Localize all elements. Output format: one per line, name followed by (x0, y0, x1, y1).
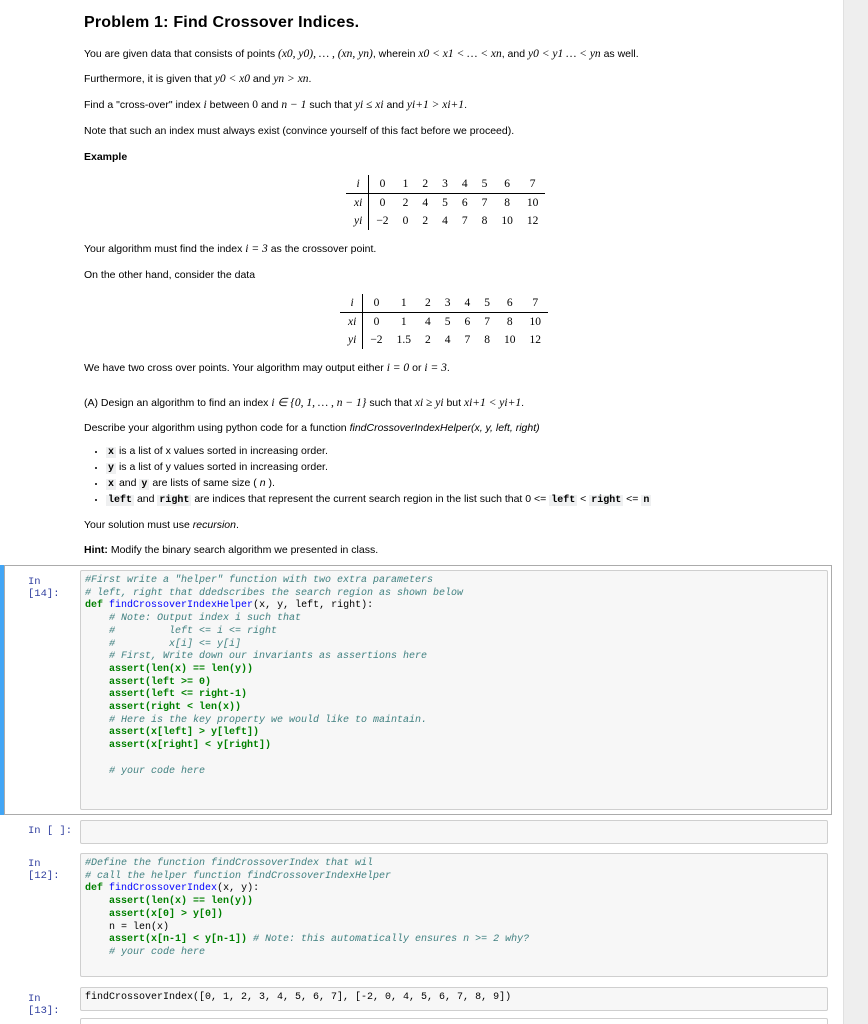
table-cell: 8 (481, 215, 488, 227)
table-row (346, 194, 545, 213)
table-cell: 2 (402, 197, 409, 209)
table-row-label: yi (340, 331, 363, 349)
cell-prompt-14: In [14]: (28, 576, 60, 600)
table-cell: 12 (529, 334, 541, 346)
table-cell: 8 (484, 334, 490, 346)
table-cell: 1 (390, 294, 418, 313)
cell-prompt-12: In [12]: (28, 858, 60, 882)
table-cell: 1 (396, 175, 416, 194)
table-cell: 8 (506, 316, 513, 328)
table-cell: 2 (415, 175, 435, 194)
table-cell: 5 (475, 175, 495, 194)
list-item: • x and y are lists of same size ( n ). (106, 476, 826, 492)
table-cell: 0 (373, 316, 380, 328)
vertical-scrollbar[interactable] (843, 0, 868, 1024)
table-row (340, 313, 548, 332)
table-cell: 10 (503, 334, 516, 346)
table-cell: 7 (464, 334, 471, 346)
table-cell: −2 (370, 334, 383, 346)
note-paragraph: Note that such an index must always exist (convince yourself of this fact before we proceed). (84, 125, 515, 137)
table-cell: 5 (442, 197, 448, 209)
table-cell: 4 (422, 197, 429, 209)
table-row-label: yi (346, 212, 369, 230)
table-row (346, 175, 545, 194)
table-cell: −2 (376, 215, 389, 227)
problem-title: Problem 1: Find Crossover Indices. (84, 14, 360, 31)
code-editor-cell-14[interactable]: #First write a "helper" function with two extra parameters # left, right that ddedscribes the search region as shown below def findCrossoverIndexHelper(x, y, left, right): # Note: Output index i such that # left <= i <= right # x[i] <= y[i] # First, Write down our invariants as assertions here assert(len(x) == len(y)) assert(left >= 0) assert(left <= right-1) assert(right < len(x)) # Here is the key property we would like to maintain. assert(x[left] > y[left]) assert(x[right] < y[right]) # your code here (80, 570, 828, 810)
table-cell: 0 (369, 175, 396, 194)
output-area-cell-13 (80, 1018, 828, 1024)
example-table-1 (346, 175, 545, 230)
table-row-label: xi (346, 194, 369, 213)
cell-prompt-13: In [13]: (28, 993, 60, 1017)
part-a-paragraph: (A) Design an algorithm to find an index i ∈ {0, 1, … , n − 1} such that xi ≥ yi but xi+1 < yi+1. (84, 397, 525, 409)
table-cell: 6 (464, 316, 471, 328)
table-cell: 4 (457, 294, 477, 313)
table-cell: 8 (504, 197, 510, 209)
list-item: • x is a list of x values sorted in increasing order. (106, 444, 826, 460)
table-cell: 2 (424, 334, 431, 346)
other-hand-paragraph: On the other hand, consider the data (84, 269, 256, 281)
table-cell: 2 (422, 215, 429, 227)
table-cell: 10 (526, 197, 539, 209)
two-cross-paragraph: We have two cross over points. Your algorithm may output either i = 0 or i = 3. (84, 362, 450, 374)
code-editor-cell-empty[interactable] (80, 820, 828, 844)
describe-paragraph: Describe your algorithm using python code for a function findCrossoverIndexHelper(x, y, left, right) (84, 422, 540, 434)
table-cell: 12 (526, 215, 539, 227)
table-cell: 0 (363, 294, 390, 313)
selected-cell-indicator (0, 565, 4, 815)
code-editor-cell-12[interactable]: #Define the function findCrossoverIndex that wil # call the helper function findCrossoverIndexHelper def findCrossoverIndex(x, y): assert(len(x) == len(y)) assert(x[0] > y[0]) n = len(x) assert(x[n-1] < y[n-1]) # Note: this automatically ensures n >= 2 why? # your code here (80, 853, 828, 977)
table-cell: 2 (418, 294, 438, 313)
table-cell: 7 (481, 197, 488, 209)
table-cell: 3 (438, 294, 458, 313)
find-paragraph: Find a "cross-over" index i between 0 and n − 1 such that yi ≤ xi and yi+1 > xi+1. (84, 99, 467, 111)
example-table-2 (340, 294, 548, 349)
parameter-list (84, 444, 826, 508)
table-cell: 7 (520, 175, 546, 194)
table-cell: 5 (477, 294, 497, 313)
cell-prompt-empty: In [ ]: (28, 825, 73, 837)
table-cell: 3 (435, 175, 455, 194)
table-cell: 4 (455, 175, 475, 194)
example-heading: Example (84, 151, 128, 163)
table-cell: 10 (529, 316, 541, 328)
table-cell: 7 (484, 316, 490, 328)
table-cell: 0 (402, 215, 409, 227)
recursion-paragraph: Your solution must use recursion. (84, 519, 239, 531)
table-cell: 4 (442, 215, 448, 227)
table-cell: 5 (444, 316, 451, 328)
table-row-label: i (340, 294, 363, 313)
code-editor-cell-13[interactable]: findCrossoverIndex([0, 1, 2, 3, 4, 5, 6, 7], [-2, 0, 4, 5, 6, 7, 8, 9]) (80, 987, 828, 1011)
table-cell: 6 (494, 175, 520, 194)
table-row (340, 331, 548, 349)
furthermore-paragraph: Furthermore, it is given that y0 < x0 and yn > xn. (84, 73, 312, 85)
must-find-paragraph: Your algorithm must find the index i = 3 as the crossover point. (84, 243, 377, 255)
hint-paragraph: Hint: Modify the binary search algorithm we presented in class. (84, 544, 379, 556)
table-row (346, 212, 545, 230)
table-cell: 10 (501, 215, 513, 227)
table-row-label: i (346, 175, 369, 194)
table-cell: 6 (461, 197, 468, 209)
list-item: • y is a list of y values sorted in increasing order. (106, 460, 826, 476)
table-row-label: xi (340, 313, 363, 332)
table-cell: 0 (379, 197, 386, 209)
table-cell: 4 (424, 316, 431, 328)
table-cell: 7 (522, 294, 548, 313)
table-row (340, 294, 548, 313)
table-cell: 7 (461, 215, 468, 227)
list-item: • left and right are indices that represent the current search region in the list such that 0 <= left < right <= n (106, 492, 826, 508)
table-cell: 6 (497, 294, 523, 313)
table-cell: 1.5 (396, 334, 411, 346)
given-paragraph: You are given data that consists of points (x0, y0), … , (xn, yn), wherein x0 < x1 < … < xn, and y0 < y1 … < yn as well. (84, 48, 639, 60)
table-cell: 1 (400, 316, 407, 328)
table-cell: 4 (444, 334, 451, 346)
